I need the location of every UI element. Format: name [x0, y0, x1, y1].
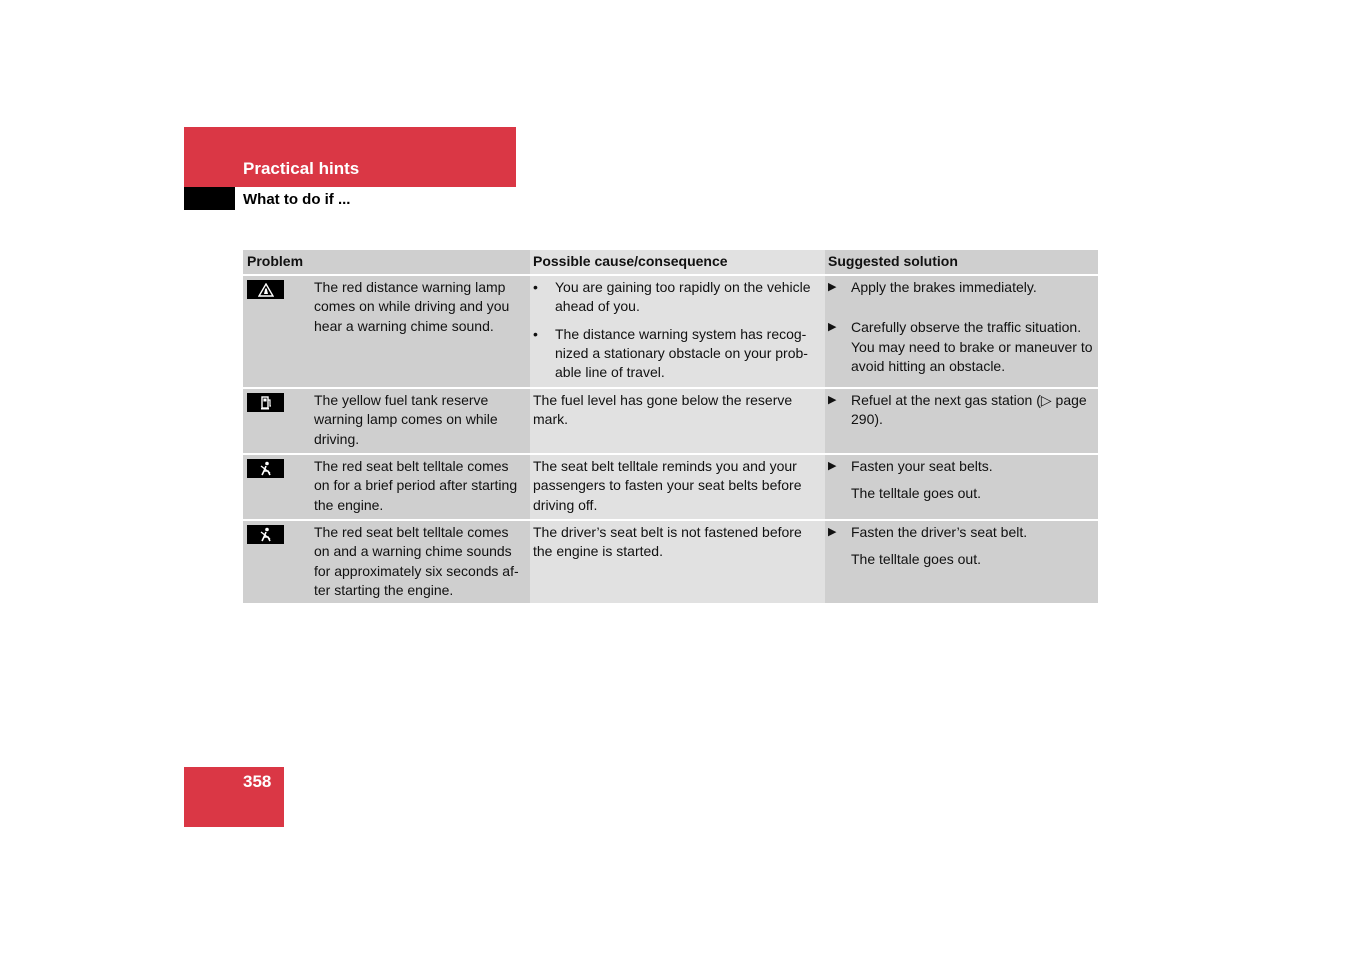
solution-cell — [825, 389, 1098, 453]
step-arrow-icon: ▶ — [828, 460, 837, 472]
problem-text: The red seat belt telltale comes on and a warning chime sounds for approximately six seconds af-ter starting the engine. — [314, 524, 519, 598]
bullet-marker: • — [533, 279, 538, 295]
table-header-row — [243, 250, 1098, 276]
solution-step — [828, 318, 1094, 376]
step-arrow-icon: ▶ — [828, 321, 837, 334]
solution-cell — [825, 455, 1098, 519]
solution-text: Fasten the driver’s seat belt. — [851, 524, 1028, 540]
problem-cell — [243, 389, 530, 453]
subsection-tab-marker — [184, 187, 235, 210]
solution-step — [828, 391, 1094, 430]
step-arrow-icon: ▶ — [828, 394, 837, 406]
cause-cell: The driver’s seat belt is not fastened before the engine is started. — [530, 521, 825, 603]
cause-cell: The seat belt telltale reminds you and your passengers to fasten your seat belts before driving off. — [530, 455, 825, 519]
cause-text: You are gaining too rapidly on the vehicle ahead of you. — [555, 279, 811, 315]
section-title: Practical hints — [243, 159, 360, 178]
fuel-pump-icon — [247, 393, 284, 412]
solution-step — [828, 278, 1094, 297]
solution-cell — [825, 521, 1098, 603]
subsection-title: What to do if ... — [243, 191, 351, 208]
cause-item — [533, 325, 821, 383]
solution-result: The telltale goes out. — [851, 485, 981, 502]
problem-text: The red distance warning lamp comes on while driving and you hear a warning chime sound. — [314, 279, 510, 334]
cause-cell — [530, 276, 825, 387]
step-arrow-icon: ▶ — [828, 526, 837, 538]
solution-text: Fasten your seat belts. — [851, 458, 993, 474]
solution-cell — [825, 276, 1098, 387]
cause-text: The distance warning system has recog-nized a stationary obstacle on your prob-able line of travel. — [555, 325, 808, 381]
solution-step — [828, 523, 1094, 542]
cause-cell: The fuel level has gone below the reserve mark. — [530, 389, 825, 453]
solution-result: The telltale goes out. — [851, 551, 981, 568]
problem-text: The yellow fuel tank reserve warning lamp comes on while driving. — [314, 392, 498, 447]
bullet-marker: • — [533, 325, 538, 342]
column-header-cause: Possible cause/consequence — [530, 250, 825, 274]
problem-cell — [243, 455, 530, 519]
seat-belt-icon — [247, 525, 284, 544]
cause-item — [533, 278, 821, 317]
problem-text: The red seat belt telltale comes on for a brief period after starting the engine. — [314, 458, 518, 513]
distance-warning-icon — [247, 280, 284, 299]
solution-text: Carefully observe the traffic situation. You may need to brake or maneuver to avoid hitting an obstacle. — [851, 319, 1093, 374]
problem-cell — [243, 521, 530, 603]
seat-belt-icon — [247, 459, 284, 478]
column-header-problem: Problem — [243, 250, 530, 274]
solution-text: Refuel at the next gas station (▷ page 290). — [851, 392, 1087, 428]
table-row — [243, 389, 1098, 455]
step-arrow-icon: ▶ — [828, 281, 837, 293]
page-number: 358 — [243, 772, 272, 791]
table-row — [243, 276, 1098, 389]
solution-text: Apply the brakes immediately. — [851, 279, 1037, 295]
table-row — [243, 455, 1098, 521]
problem-cell — [243, 276, 530, 387]
solution-step — [828, 457, 1094, 476]
table-row — [243, 521, 1098, 603]
troubleshooting-table — [243, 250, 1098, 603]
column-header-solution: Suggested solution — [825, 250, 1098, 274]
